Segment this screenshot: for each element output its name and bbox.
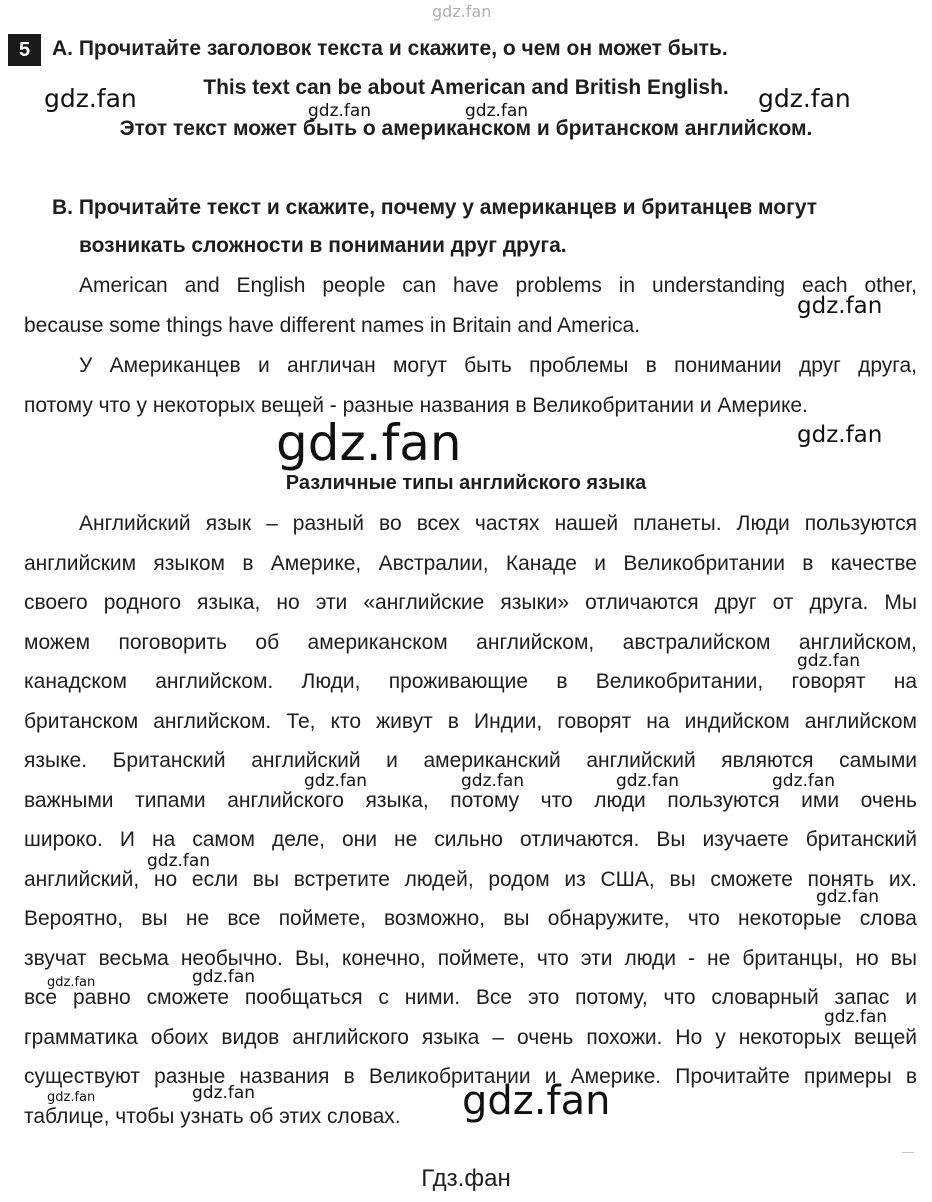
body-line: Вероятно, вы не все поймете, возможно, вы обнаружите, что некоторые слова xyxy=(24,907,917,930)
answer-ru-line: У Американцев и англичан могут быть проблемы в понимании друг друга, xyxy=(79,354,917,377)
body-line: британском английском. Те, кто живут в Индии, говорят на индийском английском xyxy=(24,709,917,733)
watermark: gdz.fan xyxy=(758,84,851,113)
watermark: gdz.fan xyxy=(147,851,211,871)
body-line: звучат весьма необычно. Вы, конечно, поймете, что эти люди - не британцы, но вы xyxy=(24,946,917,970)
footer-caption: Гдз.фан xyxy=(421,1165,511,1192)
body-line: все равно сможете пообщаться с ними. Все это потому, что словарный запас и xyxy=(24,986,917,1009)
watermark: gdz.fan xyxy=(462,1078,611,1124)
watermark: gdz.fan xyxy=(308,101,372,121)
task-b-answer-en xyxy=(24,266,917,345)
task-a-answer-en: This text can be about American and British English. xyxy=(203,76,729,99)
exercise-number-badge: 5 xyxy=(8,34,41,66)
body-line: грамматика обоих видов английского языка – очень похожи. Но у некоторых вещей xyxy=(24,1025,917,1049)
task-a-prompt: A. Прочитайте заголовок текста и скажите, о чем он может быть. xyxy=(52,37,728,60)
body-line: Английский язык – разный во всех частях нашей планеты. Люди пользуются xyxy=(79,512,917,535)
task-b-prompt-line2: возникать сложности в понимании друг друга. xyxy=(79,234,567,257)
body-line: канадском английском. Люди, проживающие в Великобритании, говорят на xyxy=(24,670,917,693)
body-line: своего родного языка, но эти «английские языки» отличаются друг от друга. Мы xyxy=(24,591,917,614)
watermark: gdz.fan xyxy=(816,887,880,907)
watermark: gdz.fan xyxy=(616,771,680,791)
watermark: gdz.fan xyxy=(276,414,462,472)
watermark: gdz.fan xyxy=(824,1007,888,1027)
body-line: важными типами английского языка, потому что люди пользуются ими очень xyxy=(24,788,917,812)
answer-ru-line: потому что у некоторых вещей - разные названия в Великобритании и Америке. xyxy=(24,393,808,417)
watermark: gdz.fan xyxy=(772,771,836,791)
task-b-prompt-line1: B. Прочитайте текст и скажите, почему у американцев и британцев могут xyxy=(52,196,818,219)
body-line: таблице, чтобы узнать об этих словах. xyxy=(24,1104,401,1128)
section-title: Различные типы английского языка xyxy=(285,472,647,494)
watermark: gdz.fan xyxy=(461,771,525,791)
watermark: gdz.fan xyxy=(192,1083,256,1103)
task-b-answer-ru xyxy=(24,346,917,425)
watermark: gdz.fan xyxy=(797,422,883,448)
watermark: gdz.fan xyxy=(432,2,492,21)
watermark: gdz.fan xyxy=(44,84,137,113)
page-corner-mark xyxy=(902,1152,914,1153)
body-line: существуют разные названия в Великобритании и Америке. Прочитайте примеры в xyxy=(24,1065,917,1088)
task-a-answer-ru: Этот текст может быть о американском и британском английском. xyxy=(119,117,813,140)
watermark: gdz.fan xyxy=(465,101,529,121)
watermark: gdz.fan xyxy=(797,651,861,671)
answer-en-line: because some things have different names in Britain and America. xyxy=(24,313,640,337)
body-line: можем поговорить об американском английском, австралийском английском, xyxy=(24,630,917,654)
answer-en-line: American and English people can have problems in understanding each other, xyxy=(79,274,917,297)
watermark: gdz.fan xyxy=(47,975,96,990)
watermark: gdz.fan xyxy=(192,967,256,987)
watermark: gdz.fan xyxy=(47,1090,96,1105)
body-line: английским языком в Америке, Австралии, Канаде и Великобритании в качестве xyxy=(24,551,917,575)
watermark: gdz.fan xyxy=(304,771,368,791)
body-text xyxy=(24,504,917,1136)
body-line: языке. Британский английский и американский английский являются самыми xyxy=(24,749,917,772)
body-line: широко. И на самом деле, они не сильно отличаются. Вы изучаете британский xyxy=(24,828,917,851)
watermark: gdz.fan xyxy=(797,293,883,319)
body-line: английский, но если вы встретите людей, родом из США, вы сможете понять их. xyxy=(24,867,917,891)
